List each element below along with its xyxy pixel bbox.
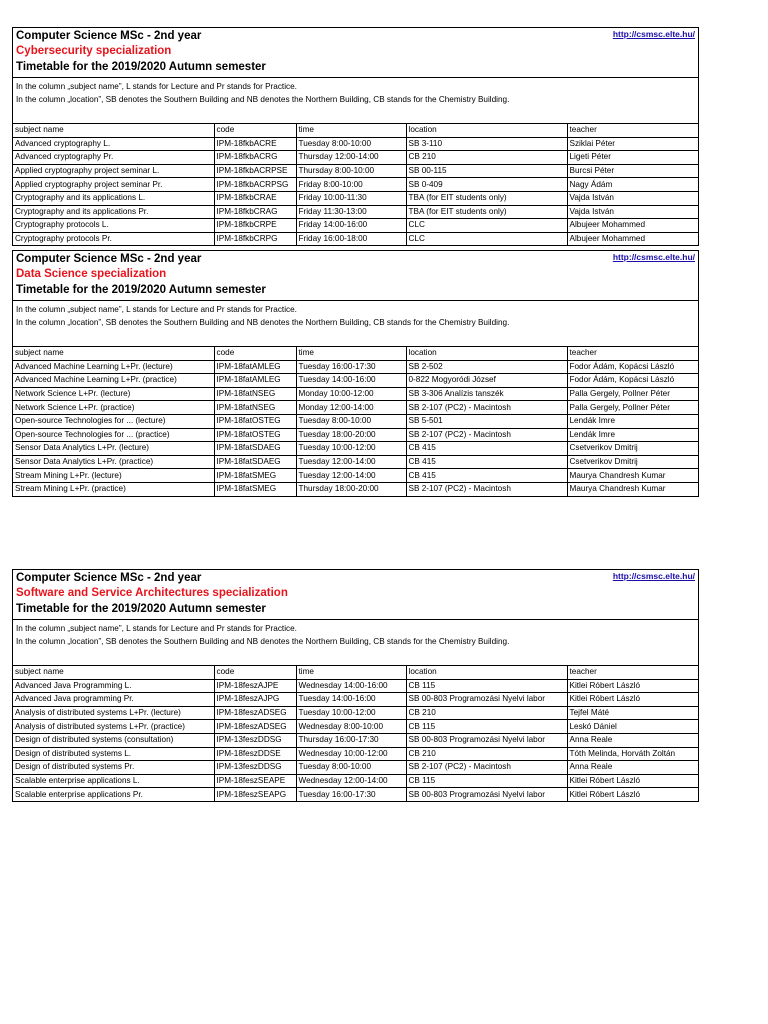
timetable [13, 124, 698, 245]
cell-subject: Cryptography and its applications L. [13, 191, 214, 205]
table-row [13, 733, 698, 747]
cell-code: IPM-18feszDDSE [214, 747, 296, 761]
cell-location: SB 00-115 [406, 164, 567, 178]
notes [13, 78, 698, 124]
header-subject-name: subject name [13, 666, 214, 679]
cell-subject: Advanced Machine Learning L+Pr. (practice) [13, 374, 214, 388]
cell-teacher: Tóth Melinda, Horváth Zoltán [567, 747, 698, 761]
cell-time: Tuesday 8:00-10:00 [296, 761, 406, 775]
table-row [13, 747, 698, 761]
note-subject-name: In the column „subject name”, L stands for Lecture and Pr stands for Practice. [16, 305, 297, 314]
cell-teacher: Maurya Chandresh Kumar [567, 469, 698, 483]
cell-location: CB 115 [406, 774, 567, 788]
cell-teacher: Vajda István [567, 191, 698, 205]
cell-location: TBA (for EIT students only) [406, 191, 567, 205]
header-time: time [296, 124, 406, 137]
cell-subject: Open-source Technologies for ... (lecture) [13, 414, 214, 428]
specialization-title: Software and Service Architectures specialization [16, 587, 288, 599]
cell-time: Friday 16:00-18:00 [296, 232, 406, 245]
cell-subject: Scalable enterprise applications L. [13, 774, 214, 788]
cell-time: Friday 14:00-16:00 [296, 219, 406, 233]
cell-location: SB 2-107 (PC2) - Macintosh [406, 428, 567, 442]
cell-teacher: Maurya Chandresh Kumar [569, 484, 666, 494]
table-header-row [13, 347, 698, 360]
cell-location: SB 00-803 Programozási Nyelvi labor [406, 693, 567, 707]
cell-teacher: Fodor Ádám, Kopácsi László [567, 360, 698, 374]
cell-time: Tuesday 14:00-16:00 [296, 374, 406, 388]
cell-time: Thursday 8:00-10:00 [296, 164, 406, 178]
note-subject-name: In the column „subject name”, L stands for Lecture and Pr stands for Practice. [16, 624, 297, 633]
cell-subject: Cryptography protocols Pr. [13, 232, 214, 245]
header-location: location [406, 347, 567, 360]
table-row [13, 679, 698, 693]
table-row [13, 401, 698, 415]
cell-location: TBA (for EIT students only) [406, 205, 567, 219]
block-header [13, 28, 698, 78]
cell-code: IPM-18fatOSTEG [214, 414, 296, 428]
cell-time: Thursday 16:00-17:30 [296, 733, 406, 747]
cell-location: CLC [406, 232, 567, 245]
table-row [13, 761, 698, 775]
cell-time: Tuesday 10:00-12:00 [296, 442, 406, 456]
cell-time: Monday 10:00-12:00 [296, 387, 406, 401]
cell-subject: Advanced cryptography L. [13, 137, 214, 151]
table-row [13, 482, 698, 495]
cell-teacher: Lendák Imre [567, 428, 698, 442]
cell-subject: Analysis of distributed systems L+Pr. (practice) [13, 720, 214, 734]
program-title: Computer Science MSc - 2nd year [16, 572, 202, 584]
cell-time: Wednesday 8:00-10:00 [296, 720, 406, 734]
cell-location: CB 415 [406, 455, 567, 469]
cell-teacher: Anna Reale [567, 761, 698, 775]
cell-code: IPM-18fkbACRPSE [214, 164, 296, 178]
cell-location: SB 3-110 [406, 137, 567, 151]
cell-time: Wednesday 10:00-12:00 [296, 747, 406, 761]
cell-location: SB 2-502 [406, 360, 567, 374]
cell-code: IPM-18fkbACRPSG [214, 178, 296, 192]
header-subject-name: subject name [13, 347, 214, 360]
block-header [13, 570, 698, 620]
cell-teacher: Nagy Ádám [567, 178, 698, 192]
cell-code: IPM-13feszDDSG [214, 761, 296, 775]
website-link[interactable]: http://csmsc.elte.hu/ [612, 29, 695, 39]
table-row [13, 137, 698, 151]
cell-code: IPM-18feszSEAPG [214, 788, 296, 801]
cell-teacher: Csetverikov Dmitrij [567, 442, 698, 456]
cell-time: Tuesday 12:00-14:00 [296, 469, 406, 483]
cell-location: 0-822 Mogyoródi József [406, 374, 567, 388]
cell-code: IPM-18fatSDAEG [214, 455, 296, 469]
semester-title: Timetable for the 2019/2020 Autumn semester [16, 284, 266, 296]
cell-code: IPM-18feszADSEG [214, 706, 296, 720]
timetable-block-data-science [12, 250, 699, 497]
cell-location: SB 00-803 Programozási Nyelvi labor [406, 788, 567, 801]
cell-time: Friday 8:00-10:00 [296, 178, 406, 192]
cell-location: CB 210 [406, 151, 567, 165]
cell-teacher: Anna Reale [567, 733, 698, 747]
cell-subject: Cryptography and its applications Pr. [13, 205, 214, 219]
header-teacher: teacher [567, 347, 698, 360]
cell-time: Wednesday 14:00-16:00 [296, 679, 406, 693]
cell-location: CB 210 [406, 706, 567, 720]
cell-subject: Applied cryptography project seminar Pr. [13, 178, 214, 192]
notes [13, 301, 698, 347]
cell-code: IPM-13feszDDSG [214, 733, 296, 747]
cell-subject: Sensor Data Analytics L+Pr. (lecture) [13, 442, 214, 456]
header-teacher: teacher [567, 666, 698, 679]
timetable-block-cybersecurity [12, 27, 699, 246]
cell-code: IPM-18feszAJPG [214, 693, 296, 707]
cell-code: IPM-18fkbACRG [214, 151, 296, 165]
table-row [13, 219, 698, 233]
cell-code: IPM-18fkbACRE [214, 137, 296, 151]
semester-title: Timetable for the 2019/2020 Autumn semester [16, 603, 266, 615]
cell-teacher: Tejfel Máté [567, 706, 698, 720]
cell-location: SB 2-107 (PC2) - Macintosh [406, 401, 567, 415]
cell-subject: Advanced cryptography Pr. [13, 151, 214, 165]
table-row [13, 374, 698, 388]
cell-subject: Advanced Machine Learning L+Pr. (lecture) [13, 360, 214, 374]
cell-subject: Scalable enterprise applications Pr. [13, 788, 214, 801]
cell-teacher: Vajda István [567, 205, 698, 219]
cell-location: SB 2-107 (PC2) - Macintosh [406, 761, 567, 775]
cell-teacher: Lendák Imre [567, 414, 698, 428]
table-row [13, 774, 698, 788]
table-row [13, 693, 698, 707]
header-location: location [406, 124, 567, 137]
cell-location: CB 115 [406, 679, 567, 693]
table-header-row [13, 124, 698, 137]
cell-location: CB 415 [406, 442, 567, 456]
cell-subject: Design of distributed systems L. [13, 747, 214, 761]
cell-teacher: Kitlei Róbert László [569, 789, 641, 799]
cell-time: Tuesday 14:00-16:00 [296, 693, 406, 707]
timetable [13, 347, 698, 496]
table-row [13, 706, 698, 720]
specialization-title: Data Science specialization [16, 268, 167, 280]
table-row [13, 442, 698, 456]
website-link[interactable]: http://csmsc.elte.hu/ [612, 571, 695, 581]
cell-time: Tuesday 10:00-12:00 [296, 706, 406, 720]
note-subject-name: In the column „subject name”, L stands for Lecture and Pr stands for Practice. [16, 82, 297, 91]
cell-teacher: Ligeti Péter [567, 151, 698, 165]
cell-subject: Stream Mining L+Pr. (lecture) [13, 469, 214, 483]
cell-code: IPM-18fkbCRAG [214, 205, 296, 219]
table-row [13, 232, 698, 245]
table-header-row [13, 666, 698, 679]
note-location: In the column „location”, SB denotes the Southern Building and NB denotes the Northern Building, CB stands for the Chemistry Building. [16, 95, 510, 104]
cell-location: CB 115 [406, 720, 567, 734]
note-location: In the column „location”, SB denotes the Southern Building and NB denotes the Northern Building, CB stands for the Chemistry Building. [16, 637, 510, 646]
cell-code: IPM-18fatSMEG [214, 469, 296, 483]
cell-teacher: Fodor Ádám, Kopácsi László [567, 374, 698, 388]
cell-code: IPM-18feszADSEG [214, 720, 296, 734]
cell-teacher: Leskó Dániel [567, 720, 698, 734]
cell-code: IPM-18fatOSTEG [214, 428, 296, 442]
cell-teacher: Palla Gergely, Pollner Péter [567, 387, 698, 401]
table-row [13, 360, 698, 374]
header-time: time [296, 347, 406, 360]
cell-location: CLC [406, 219, 567, 233]
cell-subject: Network Science L+Pr. (practice) [13, 401, 214, 415]
cell-time: Tuesday 18:00-20:00 [296, 428, 406, 442]
cell-code: IPM-18fatNSEG [214, 401, 296, 415]
program-title: Computer Science MSc - 2nd year [16, 30, 202, 42]
cell-subject: Open-source Technologies for ... (practice) [13, 428, 214, 442]
cell-time: Thursday 18:00-20:00 [296, 482, 406, 495]
table-row [13, 788, 698, 801]
cell-time: Tuesday 12:00-14:00 [296, 455, 406, 469]
cell-subject: Cryptography protocols L. [13, 219, 214, 233]
cell-time: Friday 11:30-13:00 [296, 205, 406, 219]
cell-code: IPM-18fatSMEG [214, 482, 296, 495]
cell-teacher: Csetverikov Dmitrij [567, 455, 698, 469]
cell-teacher: Kitlei Róbert László [567, 774, 698, 788]
cell-location: CB 415 [406, 469, 567, 483]
cell-teacher: Albujeer Mohammed [567, 219, 698, 233]
cell-subject: Analysis of distributed systems L+Pr. (lecture) [13, 706, 214, 720]
semester-title: Timetable for the 2019/2020 Autumn semester [16, 61, 266, 73]
table-row [13, 178, 698, 192]
cell-subject: Applied cryptography project seminar L. [13, 164, 214, 178]
cell-subject: Network Science L+Pr. (lecture) [13, 387, 214, 401]
table-row [13, 205, 698, 219]
cell-time: Friday 10:00-11:30 [296, 191, 406, 205]
header-code: code [214, 666, 296, 679]
note-location: In the column „location”, SB denotes the Southern Building and NB denotes the Northern Building, CB stands for the Chemistry Building. [16, 318, 510, 327]
cell-time: Tuesday 16:00-17:30 [296, 360, 406, 374]
cell-teacher: Kitlei Róbert László [567, 693, 698, 707]
cell-location: SB 2-107 (PC2) - Macintosh [406, 482, 567, 495]
header-time: time [296, 666, 406, 679]
table-row [13, 455, 698, 469]
table-row [13, 414, 698, 428]
cell-subject: Design of distributed systems (consultation) [13, 733, 214, 747]
cell-teacher: Sziklai Péter [567, 137, 698, 151]
cell-time: Monday 12:00-14:00 [296, 401, 406, 415]
table-row [13, 151, 698, 165]
notes [13, 620, 698, 666]
cell-time: Tuesday 16:00-17:30 [296, 788, 406, 801]
table-row [13, 164, 698, 178]
cell-location: SB 00-803 Programozási Nyelvi labor [406, 733, 567, 747]
cell-code: IPM-18fkbCRPE [214, 219, 296, 233]
cell-subject: Stream Mining L+Pr. (practice) [13, 482, 214, 495]
cell-teacher: Burcsi Péter [567, 164, 698, 178]
cell-location: SB 0-409 [406, 178, 567, 192]
header-code: code [214, 347, 296, 360]
cell-code: IPM-18fatAMLEG [214, 360, 296, 374]
table-row [13, 428, 698, 442]
table-row [13, 191, 698, 205]
cell-code: IPM-18fkbCRPG [214, 232, 296, 245]
cell-code: IPM-18fatAMLEG [214, 374, 296, 388]
cell-teacher: Kitlei Róbert László [567, 679, 698, 693]
header-subject-name: subject name [13, 124, 214, 137]
timetable [13, 666, 698, 801]
cell-teacher: Albujeer Mohammed [569, 234, 646, 244]
block-header [13, 251, 698, 301]
header-teacher: teacher [567, 124, 698, 137]
table-row [13, 469, 698, 483]
cell-time: Wednesday 12:00-14:00 [296, 774, 406, 788]
specialization-title: Cybersecurity specialization [16, 45, 172, 57]
cell-code: IPM-18feszSEAPE [214, 774, 296, 788]
cell-location: CB 210 [406, 747, 567, 761]
cell-time: Thursday 12:00-14:00 [296, 151, 406, 165]
cell-subject: Advanced Java Programming L. [13, 679, 214, 693]
cell-code: IPM-18feszAJPE [214, 679, 296, 693]
cell-subject: Design of distributed systems Pr. [13, 761, 214, 775]
cell-time: Tuesday 8:00-10:00 [296, 414, 406, 428]
cell-code: IPM-18fatSDAEG [214, 442, 296, 456]
header-code: code [214, 124, 296, 137]
header-location: location [406, 666, 567, 679]
cell-code: IPM-18fatNSEG [214, 387, 296, 401]
cell-location: SB 3-306 Analízis tanszék [406, 387, 567, 401]
cell-teacher: Palla Gergely, Pollner Péter [567, 401, 698, 415]
cell-location: SB 5-501 [406, 414, 567, 428]
cell-subject: Sensor Data Analytics L+Pr. (practice) [13, 455, 214, 469]
timetable-block-software-architectures [12, 569, 699, 802]
website-link[interactable]: http://csmsc.elte.hu/ [612, 252, 695, 262]
cell-subject: Advanced Java programming Pr. [13, 693, 214, 707]
table-row [13, 720, 698, 734]
cell-time: Tuesday 8:00-10:00 [296, 137, 406, 151]
program-title: Computer Science MSc - 2nd year [16, 253, 202, 265]
cell-code: IPM-18fkbCRAE [214, 191, 296, 205]
table-row [13, 387, 698, 401]
